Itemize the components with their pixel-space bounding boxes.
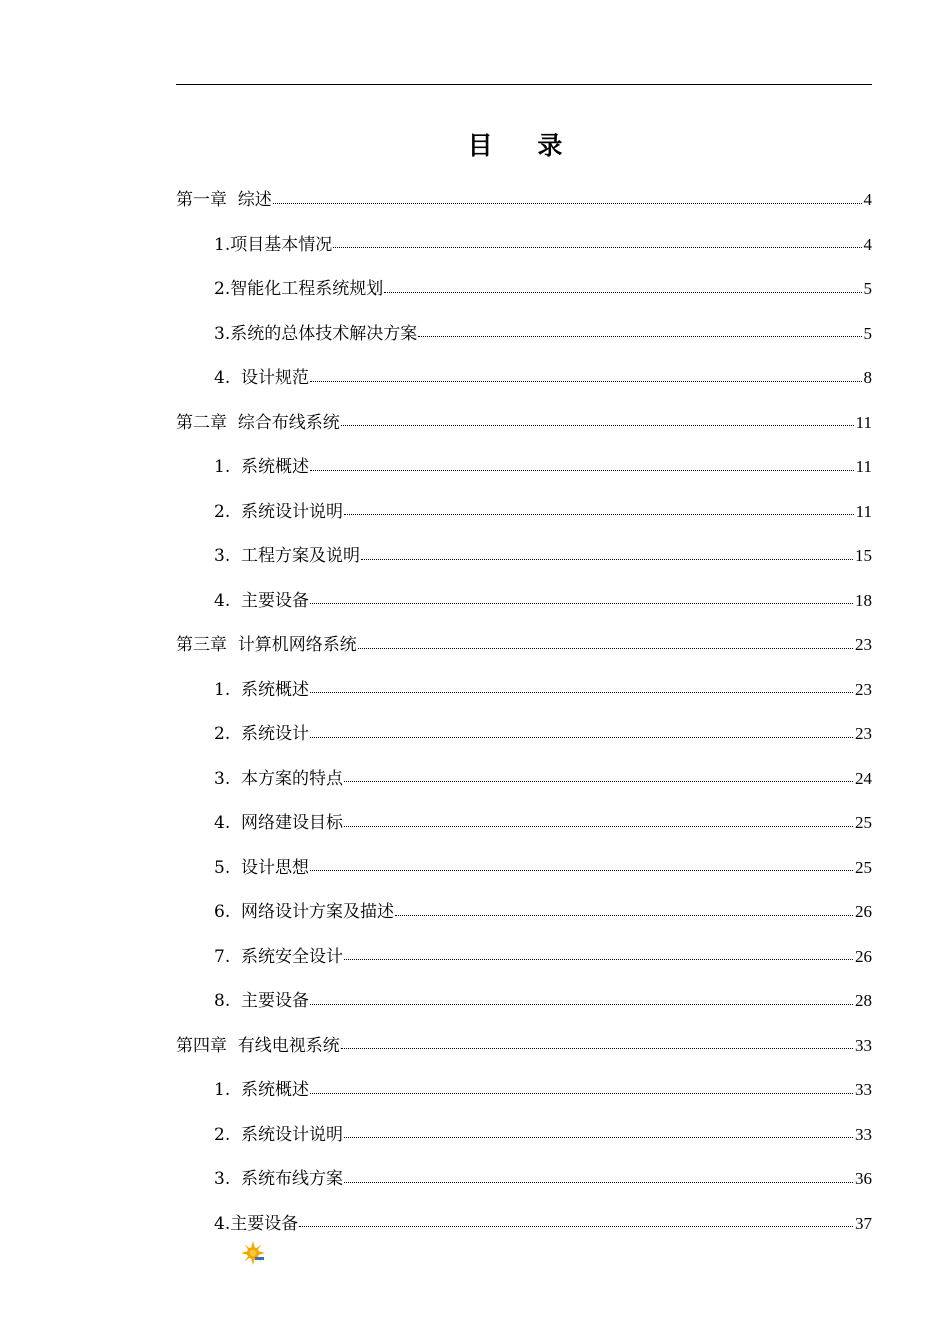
toc-section-entry[interactable] — [176, 935, 872, 980]
toc-chapter-entry[interactable] — [176, 623, 872, 668]
toc-entry-label: 7. 系统安全设计 — [214, 946, 344, 967]
toc-page-number: 15 — [855, 546, 872, 566]
toc-chapter-entry[interactable] — [176, 178, 872, 223]
toc-page-number: 11 — [855, 412, 872, 432]
toc-section-entry[interactable] — [176, 1068, 872, 1113]
toc-entry-label: 3.系统的总体技术解决方案 — [214, 323, 418, 344]
toc-entry-label: 第四章 有线电视系统 — [176, 1035, 340, 1056]
toc-dot-leader — [344, 826, 853, 827]
toc-dot-leader — [344, 781, 853, 782]
toc-page-number: 33 — [855, 1124, 872, 1144]
toc-dot-leader — [310, 870, 853, 871]
toc-page-number: 28 — [855, 991, 872, 1011]
toc-section-entry[interactable] — [176, 312, 872, 357]
toc-page-number: 37 — [855, 1213, 872, 1233]
toc-entry-label: 1.项目基本情况 — [214, 234, 333, 255]
toc-page-number: 26 — [855, 902, 872, 922]
toc-section-entry[interactable] — [176, 1113, 872, 1158]
toc-entry-label: 第一章 综述 — [176, 190, 272, 211]
toc-entry-label: 3. 本方案的特点 — [214, 768, 344, 789]
toc-section-entry[interactable] — [176, 1202, 872, 1247]
toc-entry-label: 1. 系统概述 — [214, 1080, 310, 1101]
toc-section-entry[interactable] — [176, 846, 872, 891]
header-rule — [176, 84, 872, 85]
toc-page-number: 36 — [855, 1169, 872, 1189]
toc-entry-label: 第二章 综合布线系统 — [176, 412, 340, 433]
toc-page-number: 26 — [855, 946, 872, 966]
toc-section-entry[interactable] — [176, 668, 872, 713]
toc-page-number: 24 — [855, 768, 872, 788]
toc-dot-leader — [361, 559, 853, 560]
toc-dot-leader — [310, 603, 853, 604]
toc-chapter-entry[interactable] — [176, 1024, 872, 1069]
toc-dot-leader — [344, 514, 854, 515]
toc-dot-leader — [341, 425, 854, 426]
toc-dot-leader — [395, 915, 853, 916]
toc-entry-label: 2.智能化工程系统规划 — [214, 279, 384, 300]
toc-section-entry[interactable] — [176, 579, 872, 624]
toc-dot-leader — [418, 336, 861, 337]
toc-entry-label: 4. 网络建设目标 — [214, 813, 344, 834]
toc-section-entry[interactable] — [176, 801, 872, 846]
toc-section-entry[interactable] — [176, 979, 872, 1024]
toc-dot-leader — [341, 1048, 853, 1049]
toc-section-entry[interactable] — [176, 1157, 872, 1202]
toc-entry-label: 6. 网络设计方案及描述 — [214, 902, 395, 923]
toc-dot-leader — [273, 203, 862, 204]
toc-dot-leader — [344, 959, 853, 960]
toc-section-entry[interactable] — [176, 534, 872, 579]
toc-page-number: 23 — [855, 635, 872, 655]
toc-dot-leader — [299, 1226, 853, 1227]
toc-dot-leader — [310, 692, 853, 693]
toc-page-number: 25 — [855, 857, 872, 877]
toc-section-entry[interactable] — [176, 757, 872, 802]
toc-page-number: 25 — [855, 813, 872, 833]
toc-dot-leader — [310, 381, 861, 382]
toc-entry-label: 4.主要设备 — [214, 1213, 299, 1234]
toc-entry-label: 3. 系统布线方案 — [214, 1169, 344, 1190]
toc-dot-leader — [310, 1004, 853, 1005]
toc-dot-leader — [358, 648, 853, 649]
toc-entry-label: 2. 系统设计说明 — [214, 1124, 344, 1145]
toc-dot-leader — [310, 470, 854, 471]
toc-section-entry[interactable] — [176, 267, 872, 312]
toc-entry-label: 4. 主要设备 — [214, 590, 310, 611]
toc-chapter-entry[interactable] — [176, 401, 872, 446]
toc-page-number: 8 — [863, 368, 872, 388]
toc-page-number: 5 — [863, 279, 872, 299]
toc-section-entry[interactable] — [176, 712, 872, 757]
toc-dot-leader — [344, 1137, 853, 1138]
toc-entry-label: 8. 主要设备 — [214, 991, 310, 1012]
toc-section-entry[interactable] — [176, 490, 872, 535]
toc-entry-label: 2. 系统设计 — [214, 724, 310, 745]
toc-page-number: 11 — [855, 501, 872, 521]
toc-dot-leader — [384, 292, 861, 293]
toc-section-entry[interactable] — [176, 356, 872, 401]
toc-entry-label: 3. 工程方案及说明 — [214, 546, 361, 567]
toc-page-number: 33 — [855, 1035, 872, 1055]
toc-page-number: 18 — [855, 590, 872, 610]
toc-section-entry[interactable] — [176, 890, 872, 935]
toc-entry-label: 第三章 计算机网络系统 — [176, 635, 357, 656]
toc-section-entry[interactable] — [176, 445, 872, 490]
toc-entry-label: 4. 设计规范 — [214, 368, 310, 389]
toc-page-number: 33 — [855, 1080, 872, 1100]
toc-dot-leader — [310, 737, 853, 738]
toc-entry-label: 2. 系统设计说明 — [214, 501, 344, 522]
toc-dot-leader — [333, 247, 861, 248]
toc-page-number: 4 — [863, 190, 872, 210]
toc-page-number: 4 — [863, 234, 872, 254]
toc-page-number: 11 — [855, 457, 872, 477]
toc-entry-label: 1. 系统概述 — [214, 679, 310, 700]
toc-title: 目 录 — [467, 131, 581, 160]
toc-list — [176, 178, 872, 1246]
toc-dot-leader — [310, 1093, 853, 1094]
toc-entry-label: 5. 设计思想 — [214, 857, 310, 878]
toc-page-number: 5 — [863, 323, 872, 343]
toc-page-number: 23 — [855, 679, 872, 699]
toc-entry-label: 1. 系统概述 — [214, 457, 310, 478]
toc-section-entry[interactable] — [176, 223, 872, 268]
toc-page-number: 23 — [855, 724, 872, 744]
toc-dot-leader — [344, 1182, 853, 1183]
sun-logo-icon — [240, 1240, 266, 1266]
